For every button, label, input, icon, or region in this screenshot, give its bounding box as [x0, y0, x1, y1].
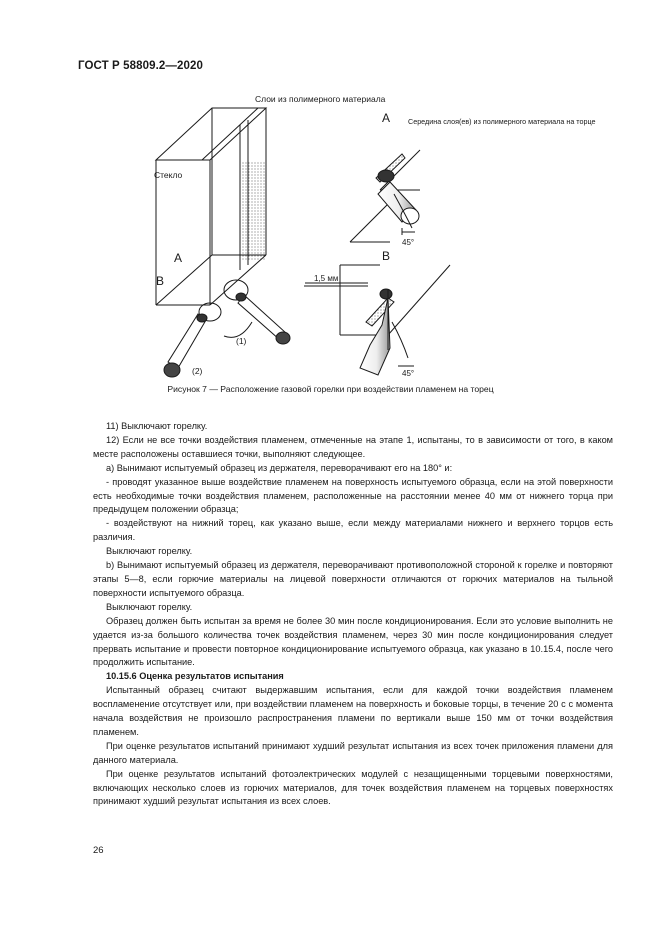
- point-b-label: B: [156, 274, 165, 288]
- figure-caption: Рисунок 7 — Расположение газовой горелки при воздействии пламенем на торец: [167, 384, 494, 394]
- burner-2-label: (2): [192, 366, 203, 376]
- document-header: ГОСТ Р 58809.2—2020: [78, 60, 203, 72]
- paragraph: Испытанный образец считают выдержавшим испытания, если для каждой точки воздействия пламенем воспламенение отсутствует или, при воздействии пламенем на поверхность и боковые торцы, в течение 20 с с момента начала воздействия не произошло распространения пламени по вертикали выше 150 мм от точки воздействия пламенем.: [93, 685, 613, 737]
- glass-label: Стекло: [154, 170, 183, 180]
- detail-b-label: B: [382, 249, 391, 263]
- paragraph: 11) Выключают горелку.: [106, 421, 208, 431]
- paragraph: Образец должен быть испытан за время не более 30 мин после кондиционирования. Если это условие выполнить не удается из-за большого количества точек воздействия пламенем, через 30 мин после кондиционирования следует прервать испытание и провести повторное кондиционирование испытуемого образца, как указано в 10.15.4, после чего продолжить испытание.: [93, 615, 613, 668]
- paragraph: Выключают горелку.: [106, 546, 193, 557]
- paragraph: - воздействуют на нижний торец, как указано выше, если между материалами нижнего и верхнего торцов есть различия.: [93, 518, 613, 543]
- figure-7: [140, 90, 596, 385]
- paragraph: 12) Если не все точки воздействия пламенем, отмеченные на этапе 1, испытаны, то в зависимости от того, в каком месте расположены оставшиеся точки, выполняют следующее.: [93, 434, 613, 459]
- flame-position-diagram: [140, 90, 596, 380]
- point-a-label: A: [174, 251, 183, 265]
- body-text: [93, 420, 613, 809]
- angle-b-label: 45°: [402, 369, 415, 378]
- detail-a-label: A: [382, 111, 391, 125]
- page-number: 26: [93, 845, 104, 856]
- paragraph: - проводят указанное выше воздействие пламенем на поверхность испытуемого образца, если на этой поверхности есть необходимые точки воздействия пламенем, расположенные на расстоянии менее 40 мм от нижнего торца при предыдущем положении образца;: [93, 476, 613, 515]
- paragraph: a) Вынимают испытуемый образец из держателя, переворачивают его на 180° и:: [106, 462, 453, 473]
- paragraph: При оценке результатов испытаний фотоэлектрических модулей с незащищенными торцевыми поверхностями, включающих несколько слоев из горючих материалов, для точек воздействия пламенем на торцевых поверхностях принимают худший результат испытания из всех слоев.: [93, 768, 613, 807]
- angle-a-label: 45°: [402, 238, 415, 247]
- layers-label: Слои из полимерного материала: [255, 94, 386, 104]
- section-heading: 10.15.6 Оценка результатов испытания: [106, 671, 284, 682]
- burner-1-label: (1): [236, 336, 247, 346]
- distance-label: 1,5 мм: [314, 274, 339, 283]
- middle-layer-label: Середина слоя(ев) из полимерного материала на торце: [408, 117, 596, 126]
- paragraph: b) Вынимают испытуемый образец из держателя, переворачивают противоположной стороной к горелке и повторяют этапы 5—8, если горючие материалы на лицевой поверхности отличаются от горючих материалов на тыльной поверхности испытуемого образца.: [93, 560, 613, 598]
- paragraph: Выключают горелку.: [106, 601, 193, 612]
- paragraph: При оценке результатов испытаний принимают худший результат испытания из всех точек приложения пламени для данного материала.: [93, 740, 613, 765]
